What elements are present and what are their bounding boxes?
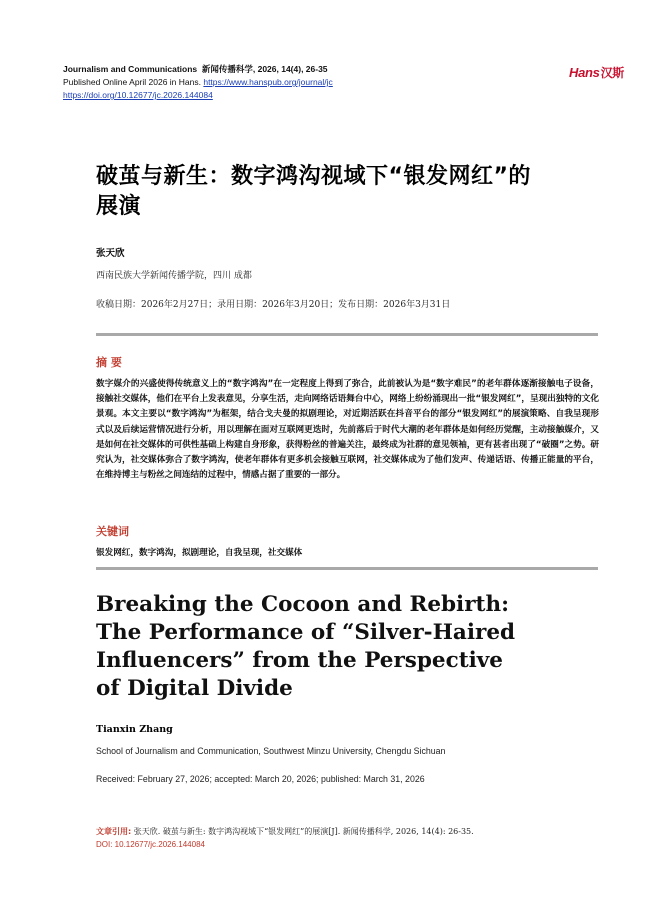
hans-logo-text: Hans — [569, 65, 600, 80]
doi-line — [63, 89, 333, 102]
en-title — [96, 591, 596, 703]
divider-bottom — [96, 567, 598, 570]
divider-top — [96, 333, 598, 336]
keywords-list: 银发网红，数字鸿沟，拟剧理论，自我呈现，社交媒体 — [96, 548, 303, 558]
published-line — [63, 76, 333, 89]
en-title-line4: of Digital Divide — [96, 676, 293, 701]
keywords-heading: 关键词 — [96, 525, 129, 538]
zh-title — [96, 162, 606, 222]
citation-text: 张天欣. 破茧与新生: 数字鸿沟视域下“银发网红”的展演[J]. 新闻传播科学, 2026, 14(4): 26-35. — [131, 827, 474, 836]
zh-affiliation: 西南民族大学新闻传播学院，四川 成都 — [96, 271, 252, 281]
journal-citation-line — [63, 63, 333, 76]
en-dates: Received: February 27, 2026; accepted: March 20, 2026; published: March 31, 2026 — [96, 774, 425, 784]
zh-title-line1: 破茧与新生：数字鸿沟视域下“银发网红”的 — [96, 164, 531, 189]
zh-dates: 收稿日期：2026年2月27日；录用日期：2026年3月20日；发布日期：2026年3月31日 — [96, 300, 451, 310]
hans-logo-zh: 汉斯 — [600, 66, 624, 80]
journal-url-link[interactable]: https://www.hanspub.org/journal/jc — [203, 77, 333, 87]
citation-doi[interactable]: DOI: 10.12677/jc.2026.144084 — [96, 840, 205, 849]
abstract-heading: 摘 要 — [96, 356, 122, 369]
journal-name: Journalism and Communications — [63, 64, 198, 74]
journal-header — [63, 63, 333, 102]
abstract-body: 数字媒介的兴盛使得传统意义上的“数字鸿沟”在一定程度上得到了弥合，此前被认为是“数字难民”的老年群体逐渐接触电子设备，接触社交媒体，他们在平台上发表意见，分享生活，走向网络话语舞台中心，网络上纷纷涌现出一批“银发网红”，呈现出独特的文化景观。本文主要以“数字鸿沟”为框架，结合戈夫曼的拟剧理论，对近期活跃在抖音平台的部分“银发网红”的展演策略、自我呈现形式以及后续运营情况进行分析，用以理解在面对互联网更迭时，先前落后于时代大潮的老年群体是如何经历觉醒，主动接触媒介，又是如何在社交媒体的可供性基础上构建自身形象，获得粉丝的普遍关注，最终成为社群的意见领袖，更有甚者出现了“破圈”之势。研究认为，社交媒体弥合了数字鸿沟，使老年群体有更多机会接触互联网，社交媒体成为了他们发声、传递话语、传播正能量的平台，在维持博主与粉丝之间连结的过程中，情感占据了重要的一部分。 — [96, 379, 599, 481]
zh-author: 张天欣 — [96, 248, 125, 259]
en-author: Tianxin Zhang — [96, 724, 173, 735]
doi-url-link[interactable]: https://doi.org/10.12677/jc.2026.144084 — [63, 90, 213, 100]
published-text: Published Online April 2026 in Hans. — [63, 77, 204, 87]
journal-zh-citation: 新闻传播科学, 2026, 14(4), 26-35 — [201, 64, 328, 74]
en-title-line1: Breaking the Cocoon and Rebirth: — [96, 592, 510, 617]
citation-label: 文章引用: — [96, 827, 132, 836]
en-title-line3: Influencers” from the Perspective — [96, 648, 503, 673]
citation — [96, 826, 474, 837]
zh-title-line2: 展演 — [96, 194, 142, 219]
hans-logo — [569, 64, 624, 81]
en-title-line2: The Performance of “Silver-Haired — [96, 620, 516, 645]
en-affiliation: School of Journalism and Communication, Southwest Minzu University, Chengdu Sichuan — [96, 746, 446, 756]
